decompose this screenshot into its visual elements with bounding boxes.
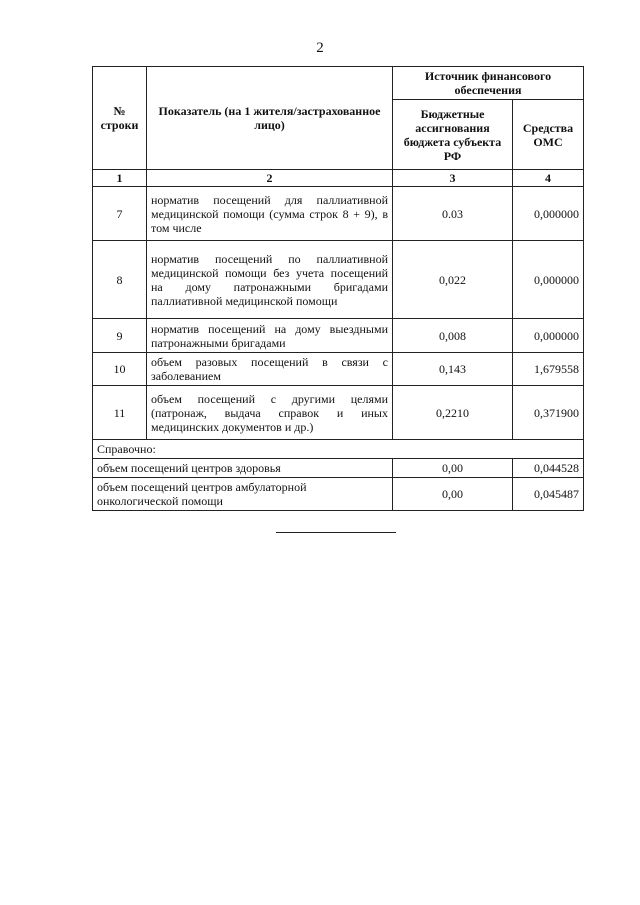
reference-budget-value: 0,00 <box>393 478 513 511</box>
row-oms-value: 1,679558 <box>513 353 584 386</box>
row-budget-value: 0.03 <box>393 187 513 241</box>
row-number: 7 <box>93 187 147 241</box>
row-number: 11 <box>93 386 147 440</box>
column-number: 4 <box>513 170 584 187</box>
row-oms-value: 0,000000 <box>513 187 584 241</box>
row-number: 9 <box>93 319 147 353</box>
table-row <box>93 386 584 440</box>
column-numbers-row <box>93 170 584 187</box>
header-indicator: Показатель (на 1 жителя/застрахованное лицо) <box>147 67 393 170</box>
header-budget: Бюджетные ассигнования бюджета субъекта РФ <box>393 100 513 170</box>
row-budget-value: 0,143 <box>393 353 513 386</box>
column-number: 2 <box>147 170 393 187</box>
reference-row <box>93 478 584 511</box>
row-description: норматив посещений по паллиативной медицинской помощи без учета посещений на дому патронажными бригадами паллиативной медицинской помощи <box>147 241 393 319</box>
row-oms-value: 0,371900 <box>513 386 584 440</box>
reference-description: объем посещений центров здоровья <box>93 459 393 478</box>
row-number: 8 <box>93 241 147 319</box>
table-row <box>93 319 584 353</box>
reference-oms-value: 0,045487 <box>513 478 584 511</box>
row-description: объем посещений с другими целями (патронаж, выдача справок и иных медицинских документов и др.) <box>147 386 393 440</box>
reference-budget-value: 0,00 <box>393 459 513 478</box>
row-description: объем разовых посещений в связи с заболеванием <box>147 353 393 386</box>
row-budget-value: 0,008 <box>393 319 513 353</box>
table-row <box>93 353 584 386</box>
financing-table <box>92 66 584 511</box>
header-row-top <box>93 67 584 100</box>
reference-label-row <box>93 440 584 459</box>
column-number: 1 <box>93 170 147 187</box>
row-description: норматив посещений на дому выездными патронажными бригадами <box>147 319 393 353</box>
header-row-number: № строки <box>93 67 147 170</box>
row-budget-value: 0,2210 <box>393 386 513 440</box>
reference-oms-value: 0,044528 <box>513 459 584 478</box>
row-budget-value: 0,022 <box>393 241 513 319</box>
header-funding-source: Источник финансового обеспечения <box>393 67 584 100</box>
row-number: 10 <box>93 353 147 386</box>
reference-description: объем посещений центров амбулаторной онкологической помощи <box>93 478 393 511</box>
row-oms-value: 0,000000 <box>513 319 584 353</box>
column-number: 3 <box>393 170 513 187</box>
closing-divider-line <box>276 532 396 533</box>
reference-label: Справочно: <box>93 440 584 459</box>
row-description: норматив посещений для паллиативной медицинской помощи (сумма строк 8 + 9), в том числе <box>147 187 393 241</box>
header-oms: Средства ОМС <box>513 100 584 170</box>
page-number: 2 <box>316 40 324 56</box>
table-row <box>93 241 584 319</box>
row-oms-value: 0,000000 <box>513 241 584 319</box>
reference-row <box>93 459 584 478</box>
table-row <box>93 187 584 241</box>
